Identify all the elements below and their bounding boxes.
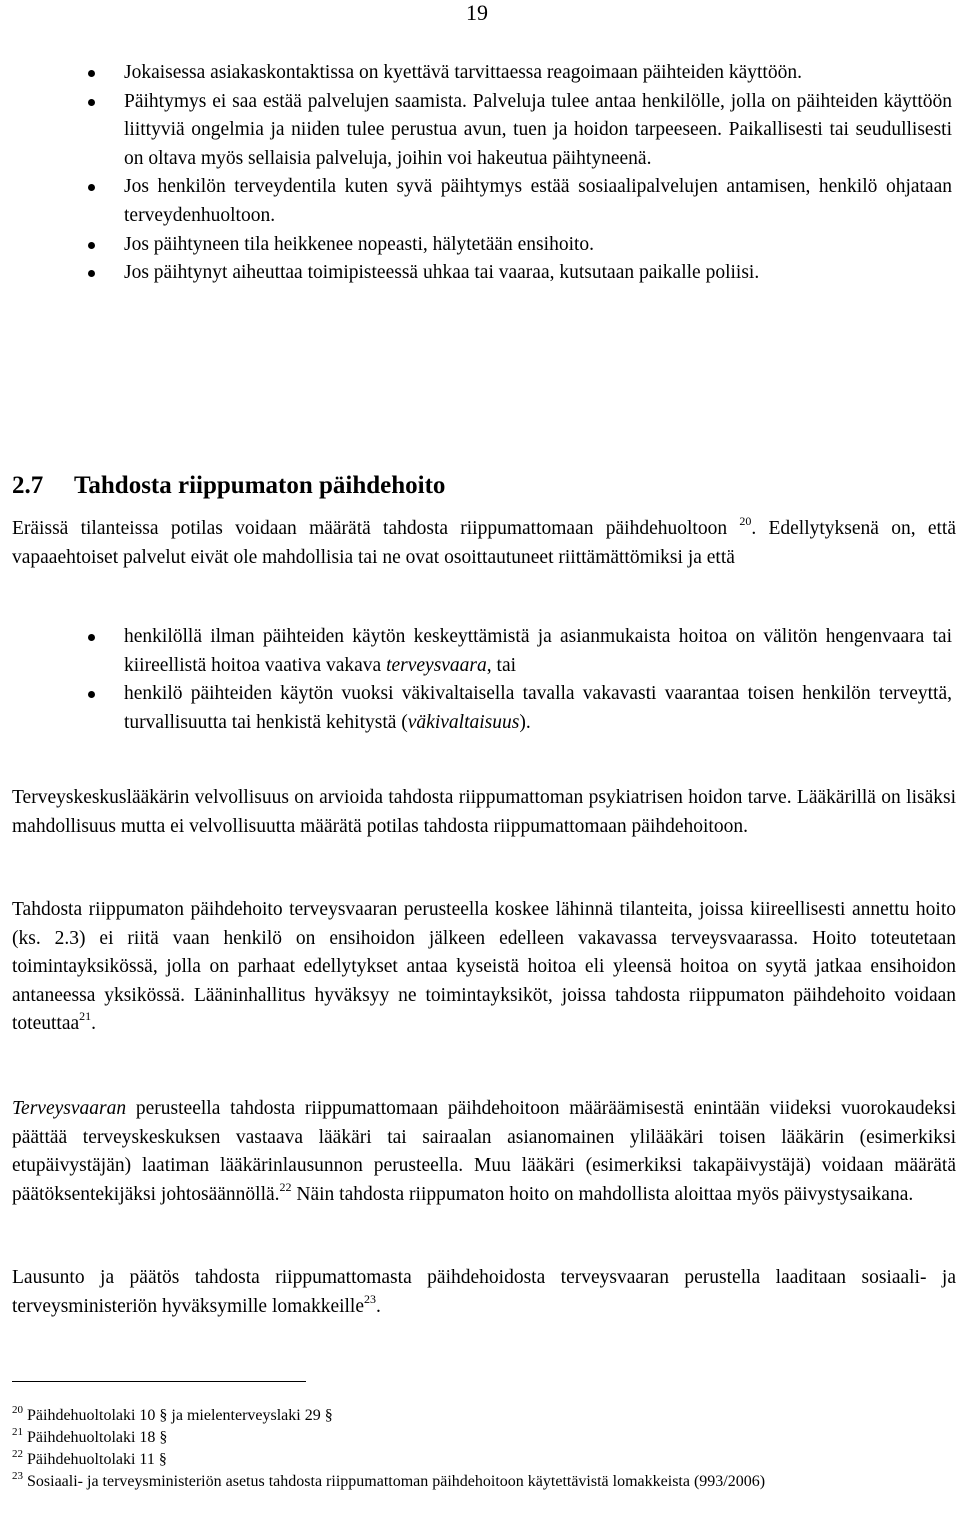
bullet-icon xyxy=(88,99,95,106)
section-title: Tahdosta riippumaton päihdehoito xyxy=(74,472,446,499)
page-number: 19 xyxy=(466,0,488,25)
footnote: $^{22}$ Päihdehuoltolaki 11 § xyxy=(12,1448,167,1468)
list-item: Jos henkilön terveydentila kuten syvä päihtymys estää sosiaalipalvelujen antamisen, henkilö ohjataan terveydenhuoltoon. xyxy=(0,173,960,230)
section-heading xyxy=(12,469,445,503)
list-item: henkilö päihteiden käytön vuoksi väkivaltaisella tavalla vakavasti vaarantaa toisen henkilön terveyttä, turvallisuutta tai henkistä kehitystä (väkivaltaisuus). xyxy=(0,680,960,737)
section-number: 2.7 xyxy=(12,472,44,499)
footnote: $^{21}$ Päihdehuoltolaki 18 § xyxy=(12,1426,168,1446)
bullet-list-conditions xyxy=(0,623,960,737)
paragraph-tahdosta: Tahdosta riippumaton päihdehoito terveysvaaran perusteella koskee lähinnä tilanteita, joissa kiireellisesti annettu hoito (ks. 2.3) ei riitä vaan henkilö on ensihoidon jälkeen edelleen vakavassa terveysvaarassa. Hoito toteutetaan toimintayksikössä, jolla on parhaat edellytykset antaa kyseistä hoitoa eli yleensä hoitoa on syytä jatkaa ensihoidon antaneessa yksikössä. Lääninhallitus hyväksyy ne toimintayksiköt, joissa tahdosta riippumaton päihdehoito voidaan toteuttaa$^{21}$. xyxy=(12,899,956,1035)
bullet-icon xyxy=(88,70,95,77)
bullet-icon xyxy=(88,242,95,249)
list-item: henkilöllä ilman päihteiden käytön keskeyttämistä ja asianmukaista hoitoa on välitön hengenvaara tai kiireellistä hoitoa vaativa vakava terveysvaara, tai xyxy=(0,623,960,680)
footnote-divider xyxy=(12,1381,306,1382)
bullet-icon xyxy=(88,270,95,277)
bullet-icon xyxy=(88,184,95,191)
footnotes xyxy=(12,1405,956,1493)
list-item: Jos päihtyneen tila heikkenee nopeasti, hälytetään ensihoito. xyxy=(0,231,960,260)
bullet-icon xyxy=(88,634,95,641)
paragraph-terveysvaara: Terveysvaaran perusteella tahdosta riippumattomaan päihdehoitoon määräämisestä enintään viideksi vuorokaudeksi päättää terveyskeskuksen vastaava lääkäri tai sairaalan asianomainen ylilääkäri toisen lääkärin (esimerkiksi etupäivystäjän) laatiman lääkärinlausunnon perusteella. Muu lääkäri (esimerkiksi takapäivystäjä) voidaan määrätä päätöksentekijäksi johtosäännöllä.$^{22}$ Näin tahdosta riippumaton hoito on mahdollista aloittaa myös päivystysaikana. xyxy=(12,1098,956,1205)
footnote: $^{23}$ Sosiaali- ja terveysministeriön asetus tahdosta riippumattoman päihdehoitoon käytettävistä lomakkeista (993/2006) xyxy=(12,1470,766,1490)
list-item: Päihtymys ei saa estää palvelujen saamista. Palveluja tulee antaa henkilölle, jolla on päihteiden käyttöön liittyviä ongelmia ja niiden tulee perustua avun, tuen ja hoidon tarpeeseen. Paikallisesti tai seudullisesti on oltava myös sellaisia palveluja, joihin voi hakeutua päihtyneenä. xyxy=(0,88,960,174)
list-item: Jos päihtynyt aiheuttaa toimipisteessä uhkaa tai vaaraa, kutsutaan paikalle poliisi. xyxy=(0,259,960,288)
bullet-icon xyxy=(88,691,95,698)
paragraph-intro: Eräissä tilanteissa potilas voidaan määrätä tahdosta riippumattomaan päihdehuoltoon $^{20}$. Edellytyksenä on, että vapaaehtoiset palvelut eivät ole mahdollisia tai ne ovat osoittautuneet riittämättömiksi ja että xyxy=(12,514,956,568)
bullet-list-top xyxy=(0,59,960,288)
paragraph-laakari: Terveyskeskuslääkärin velvollisuus on arvioida tahdosta riippumattoman psykiatrisen hoidon tarve. Lääkärillä on lisäksi mahdollisuus mutta ei velvollisuutta määrätä potilas tahdosta riippumattomaan päihdehoitoon. xyxy=(12,787,956,837)
footnote-ref[interactable]: 21 xyxy=(79,1009,92,1024)
paragraph-lausunto: Lausunto ja päätös tahdosta riippumattomasta päihdehoidosta terveysvaaran perustella laaditaan sosiaali- ja terveysministeriön hyväksymille lomakkeille$^{23}$. xyxy=(12,1267,956,1317)
footnote-ref[interactable]: 22 xyxy=(279,1179,292,1194)
footnote-ref[interactable]: 20 xyxy=(739,514,752,528)
footnote-ref[interactable]: 23 xyxy=(364,1291,377,1306)
footnote: $^{20}$ Päihdehuoltolaki 10 § ja mielenterveyslaki 29 § xyxy=(12,1404,333,1424)
list-item: Jokaisessa asiakaskontaktissa on kyettävä tarvittaessa reagoimaan päihteiden käyttöön. xyxy=(0,59,960,88)
